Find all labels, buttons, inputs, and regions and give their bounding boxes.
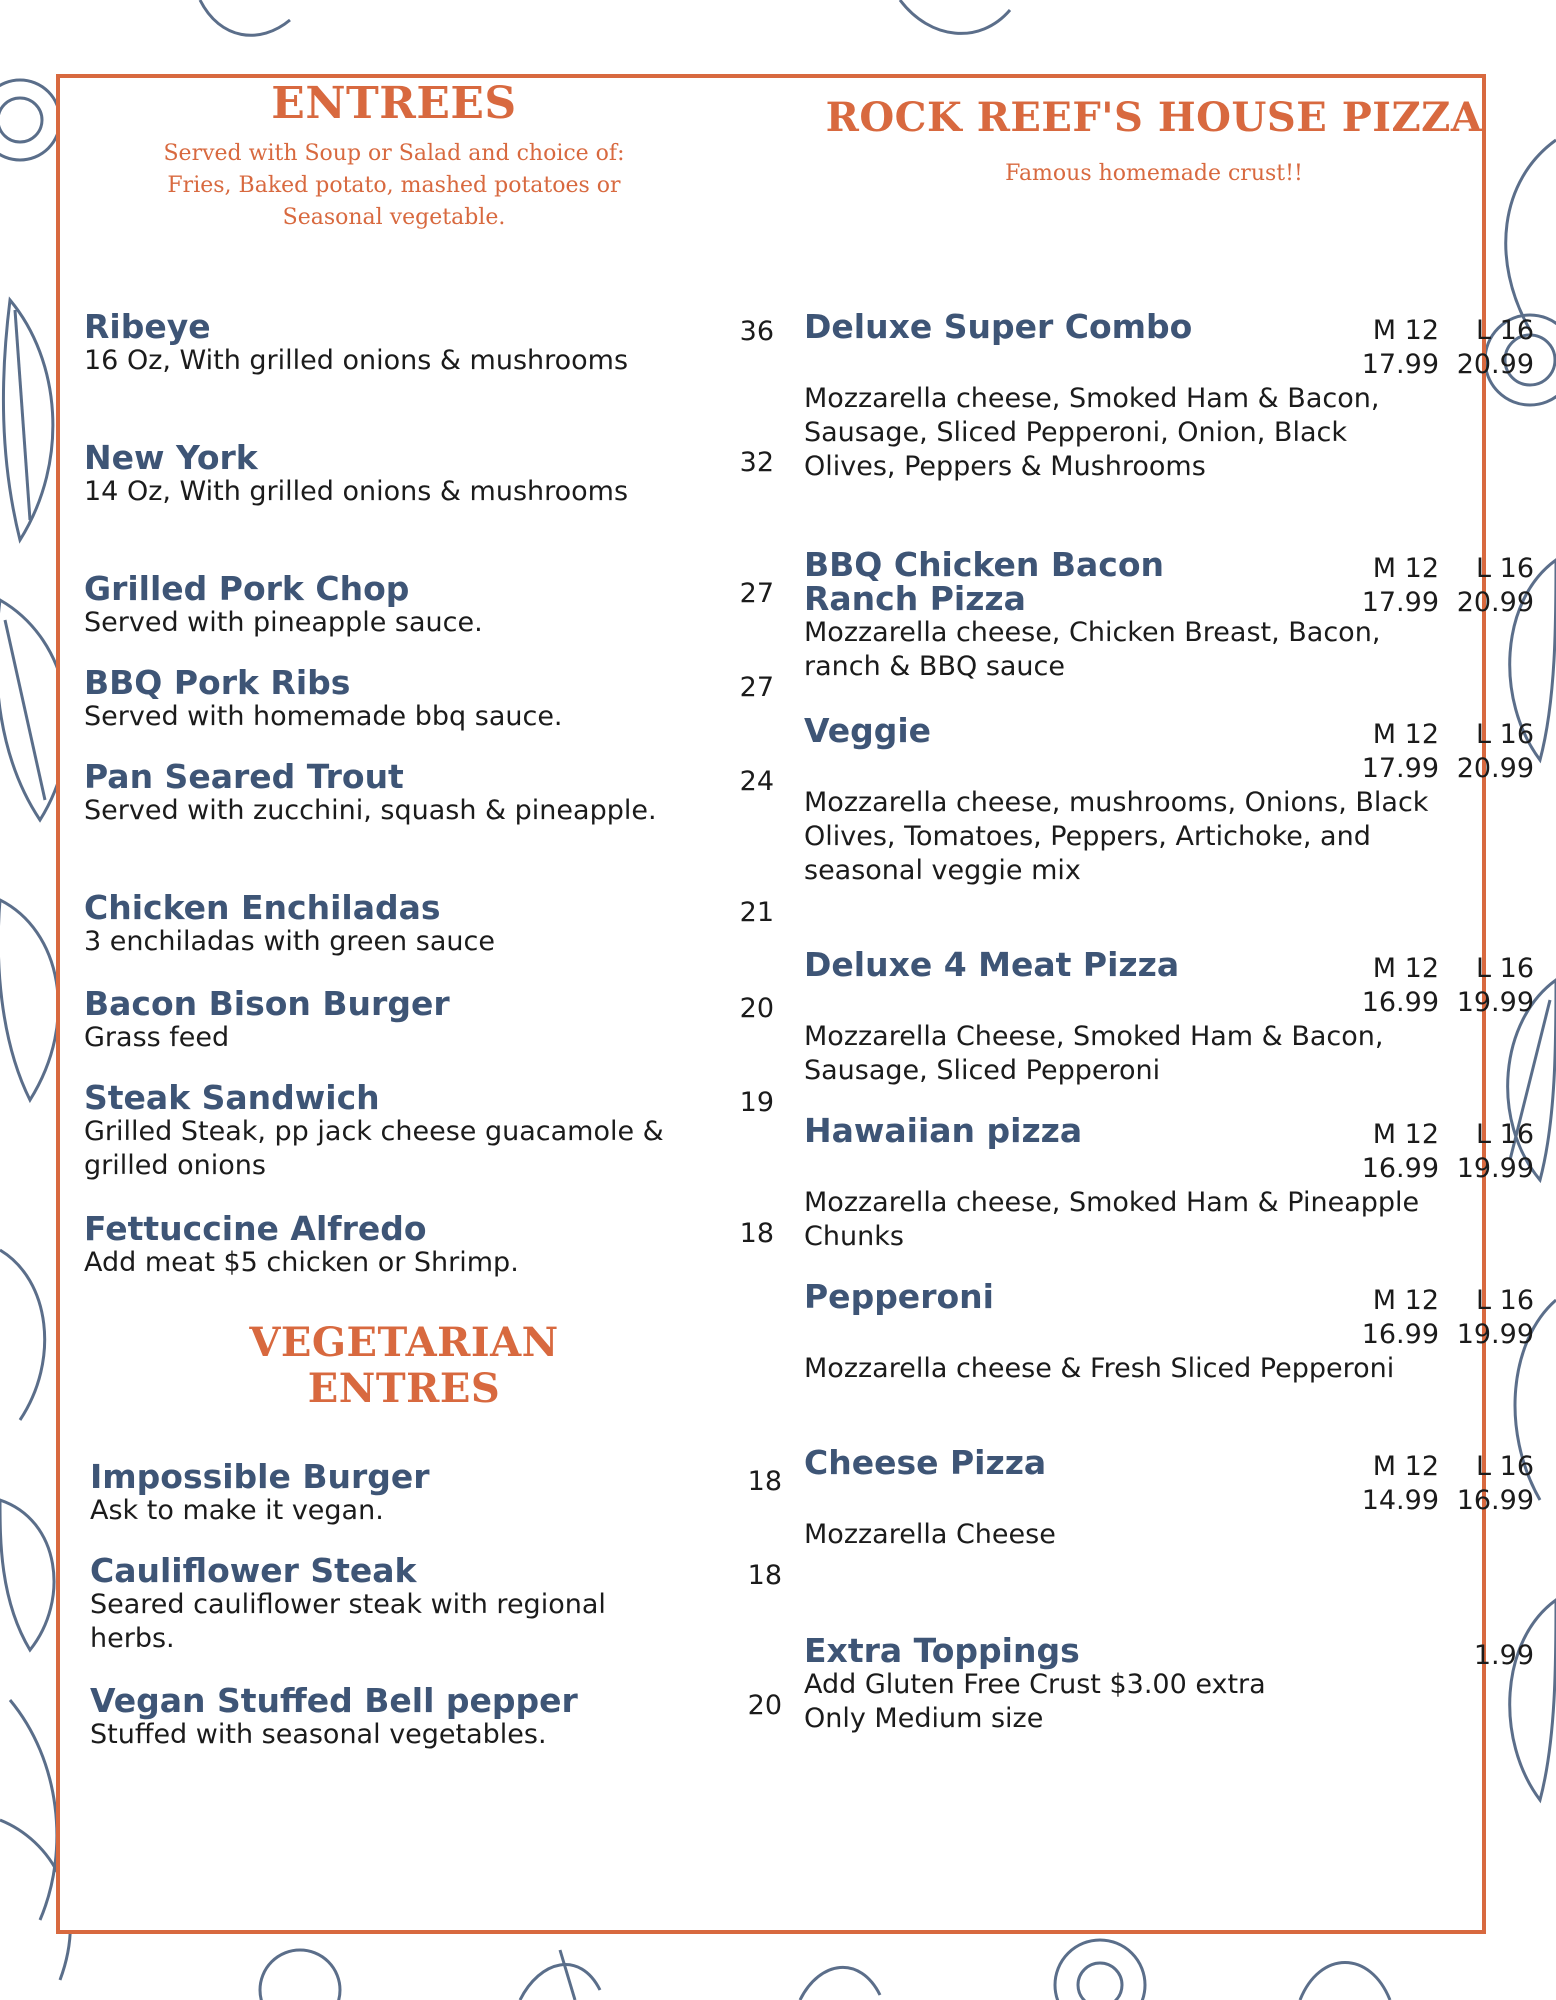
item-price: 27 xyxy=(739,578,774,609)
menu-item xyxy=(84,1209,774,1280)
item-name: Chicken Enchiladas xyxy=(84,888,441,927)
item-price: 36 xyxy=(739,316,774,347)
item-price: 21 xyxy=(739,897,774,928)
item-name: Pepperoni xyxy=(804,1277,994,1316)
item-description: Mozzarella Cheese, Smoked Ham & Bacon, Sausage, Sliced Pepperoni xyxy=(804,1021,1384,1086)
item-description: Mozzarella Cheese xyxy=(804,1519,1056,1550)
size-medium-label: M 12 xyxy=(1372,1119,1439,1150)
item-description: 16 Oz, With grilled onions & mushrooms xyxy=(84,345,629,376)
vegetarian-title-line1: VEGETARIAN xyxy=(249,1319,559,1366)
item-price: 1.99 xyxy=(1473,1640,1534,1671)
item-price: 18 xyxy=(747,1560,782,1591)
item-description: Ask to make it vegan. xyxy=(90,1495,384,1526)
extra-toppings-item xyxy=(804,1631,1534,1736)
size-large-label: L 16 xyxy=(1476,1119,1534,1150)
pizza-subtitle: Famous homemade crust!! xyxy=(1005,161,1303,186)
menu-item xyxy=(84,569,774,640)
size-prices xyxy=(1344,552,1534,620)
pizza-item xyxy=(804,711,1534,888)
pizza-item xyxy=(804,1111,1534,1254)
price-large: 20.99 xyxy=(1456,349,1534,380)
size-medium-label: M 12 xyxy=(1372,719,1439,750)
size-large-label: L 16 xyxy=(1476,953,1534,984)
vegetarian-title-line2: ENTRES xyxy=(307,1365,501,1412)
menu-item xyxy=(84,757,774,828)
price-medium: 17.99 xyxy=(1361,753,1439,784)
item-name: Bacon Bison Burger xyxy=(84,984,450,1023)
item-price: 18 xyxy=(747,1466,782,1497)
item-name: Grilled Pork Chop xyxy=(84,569,410,608)
price-medium: 16.99 xyxy=(1361,1319,1439,1350)
item-price: 18 xyxy=(739,1218,774,1249)
size-medium-label: M 12 xyxy=(1372,553,1439,584)
item-description: Seared cauliflower steak with regional herbs. xyxy=(90,1589,606,1654)
item-price: 32 xyxy=(739,447,774,478)
price-medium: 16.99 xyxy=(1361,1153,1439,1184)
price-large: 19.99 xyxy=(1456,1319,1534,1350)
size-prices xyxy=(1344,952,1534,1020)
price-medium: 17.99 xyxy=(1361,587,1439,618)
pizza-item xyxy=(804,1443,1534,1552)
pizza-item xyxy=(804,545,1534,684)
price-large: 16.99 xyxy=(1456,1485,1534,1516)
item-description: Grass feed xyxy=(84,1022,230,1053)
item-name: New York xyxy=(84,438,258,477)
item-name: Cauliflower Steak xyxy=(90,1551,417,1590)
size-prices xyxy=(1344,1450,1534,1518)
price-large: 19.99 xyxy=(1456,1153,1534,1184)
item-name: Ribeye xyxy=(84,307,211,346)
size-large-label: L 16 xyxy=(1476,1451,1534,1482)
size-medium-label: M 12 xyxy=(1372,953,1439,984)
item-description: Served with zucchini, squash & pineapple. xyxy=(84,795,657,826)
item-description: Mozzarella cheese, mushrooms, Onions, Black Olives, Tomatoes, Peppers, Artichoke, and seasonal veggie mix xyxy=(804,787,1429,886)
size-large-label: L 16 xyxy=(1476,315,1534,346)
pizza-item xyxy=(804,307,1534,484)
menu-item xyxy=(90,1551,782,1656)
item-name: Deluxe 4 Meat Pizza xyxy=(804,945,1180,984)
menu-item xyxy=(84,438,774,509)
size-prices xyxy=(1344,718,1534,786)
item-name: Extra Toppings xyxy=(804,1631,1080,1670)
menu-item xyxy=(84,1078,774,1183)
size-large-label: L 16 xyxy=(1476,719,1534,750)
menu-item xyxy=(84,984,774,1055)
medium-only-note: Only Medium size xyxy=(804,1703,1044,1734)
pizza-title: ROCK REEF'S HOUSE PIZZA xyxy=(825,94,1483,141)
price-medium: 16.99 xyxy=(1361,987,1439,1018)
item-description: Grilled Steak, pp jack cheese guacamole & grilled onions xyxy=(84,1116,664,1181)
price-large: 20.99 xyxy=(1456,753,1534,784)
item-name: Hawaiian pizza xyxy=(804,1111,1083,1150)
price-large: 19.99 xyxy=(1456,987,1534,1018)
item-price: 19 xyxy=(739,1087,774,1118)
item-price: 20 xyxy=(739,993,774,1024)
item-name: Veggie xyxy=(804,711,932,750)
size-medium-label: M 12 xyxy=(1372,315,1439,346)
item-price: 20 xyxy=(747,1690,782,1721)
size-large-label: L 16 xyxy=(1476,553,1534,584)
item-description: 3 enchiladas with green sauce xyxy=(84,926,495,957)
pizza-item xyxy=(804,1277,1534,1386)
entrees-title: ENTREES xyxy=(271,78,517,129)
size-large-label: L 16 xyxy=(1476,1285,1534,1316)
menu-item xyxy=(90,1681,782,1752)
menu-item xyxy=(84,888,774,959)
item-price: 27 xyxy=(739,672,774,703)
size-prices xyxy=(1344,1284,1534,1352)
item-description: Mozzarella cheese & Fresh Sliced Pepperoni xyxy=(804,1353,1395,1384)
menu-item xyxy=(84,663,774,734)
size-prices xyxy=(1344,314,1534,382)
size-medium-label: M 12 xyxy=(1372,1285,1439,1316)
item-description: Served with pineapple sauce. xyxy=(84,607,483,638)
item-description: Stuffed with seasonal vegetables. xyxy=(90,1719,547,1750)
price-medium: 17.99 xyxy=(1361,349,1439,380)
item-description: Mozzarella cheese, Chicken Breast, Bacon, ranch & BBQ sauce xyxy=(804,617,1381,682)
item-name: BBQ Pork Ribs xyxy=(84,663,351,702)
item-name: Cheese Pizza xyxy=(804,1443,1047,1482)
item-name: Steak Sandwich xyxy=(84,1078,380,1117)
item-name: Impossible Burger xyxy=(90,1457,430,1496)
item-description: Served with homemade bbq sauce. xyxy=(84,701,563,732)
gluten-free-note: Add Gluten Free Crust $3.00 extra xyxy=(804,1669,1266,1700)
entrees-subtitle: Served with Soup or Salad and choice of: Fries, Baked potato, mashed potatoes or Seasonal vegetable. xyxy=(163,141,625,230)
menu-panel xyxy=(56,74,1534,1934)
item-description: Mozzarella cheese, Smoked Ham & Pineapple Chunks xyxy=(804,1187,1420,1252)
menu-item xyxy=(90,1457,782,1528)
price-medium: 14.99 xyxy=(1361,1485,1439,1516)
item-description: 14 Oz, With grilled onions & mushrooms xyxy=(84,476,629,507)
item-price: 24 xyxy=(739,766,774,797)
price-large: 20.99 xyxy=(1456,587,1534,618)
item-name: Deluxe Super Combo xyxy=(804,307,1193,346)
item-name: Fettuccine Alfredo xyxy=(84,1209,427,1248)
item-name: BBQ Chicken Bacon Ranch Pizza xyxy=(804,545,1165,618)
pizza-item xyxy=(804,945,1534,1088)
item-name: Vegan Stuffed Bell pepper xyxy=(90,1681,578,1720)
size-prices xyxy=(1344,1118,1534,1186)
menu-item xyxy=(84,307,774,378)
vegetarian-title xyxy=(84,1320,724,1412)
item-name: Pan Seared Trout xyxy=(84,757,404,796)
item-description: Add meat $5 chicken or Shrimp. xyxy=(84,1247,519,1278)
item-description: Mozzarella cheese, Smoked Ham & Bacon, Sausage, Sliced Pepperoni, Onion, Black Olives, Peppers & Mushrooms xyxy=(804,383,1380,482)
size-medium-label: M 12 xyxy=(1372,1451,1439,1482)
